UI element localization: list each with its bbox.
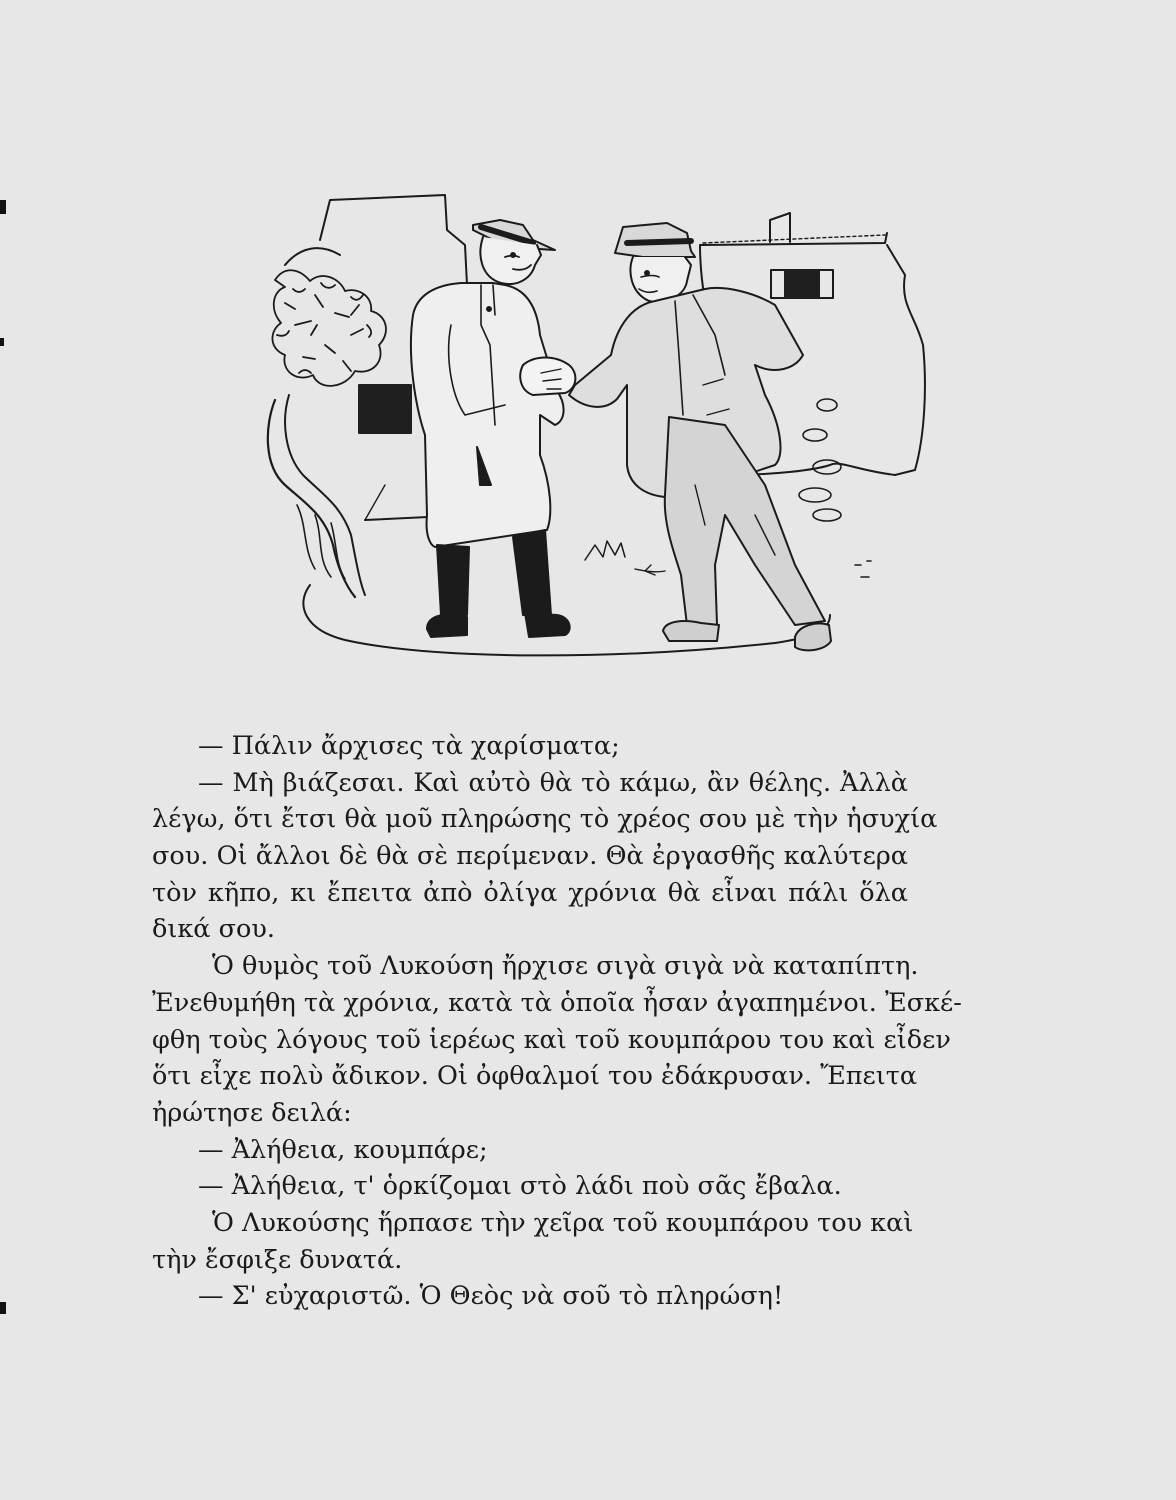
text-line: — Ἀλήθεια, τ' ὁρκίζομαι στὸ λάδι ποὺ σᾶς ἔβαλα.	[198, 1171, 842, 1202]
text-line: σου. Οἱ ἄλλοι δὲ θὰ σὲ περίμεναν. Θὰ ἐργασθῆς καλύτερα	[152, 841, 908, 872]
text-line: τὴν ἔσφιξε δυνατά.	[152, 1244, 403, 1275]
text-line: — Μὴ βιάζεσαι. Καὶ αὐτὸ θὰ τὸ κάμω, ἂν θέλης. Ἀλλὰ	[198, 767, 908, 798]
text-line: φθη τοὺς λόγους τοῦ ἱερέως καὶ τοῦ κουμπάρου του καὶ εἶδεν	[152, 1024, 951, 1055]
page-edge-mark	[0, 338, 4, 346]
page-edge-mark	[0, 1302, 6, 1314]
text-line: ὅτι εἶχε πολὺ ἄδικον. Οἱ ὀφθαλμοί του ἐδάκρυσαν. Ἔπειτα	[152, 1061, 918, 1092]
text-line: Ἐνεθυμήθη τὰ χρόνια, κατὰ τὰ ὁποῖα ἦσαν ἀγαπημένοι. Ἐσκέ-	[152, 987, 962, 1018]
page-edge-mark	[0, 200, 6, 214]
tree-trunk	[268, 400, 355, 597]
text-line: Ὁ Λυκούσης ἥρπασε τὴν χεῖρα τοῦ κουμπάρου του καὶ	[212, 1207, 914, 1238]
story-text	[152, 728, 962, 1315]
tree-foliage	[272, 270, 386, 386]
text-line: λέγω, ὅτι ἔτσι θὰ μοῦ πληρώσης τὸ χρέος σου μὲ τὴν ἡσυχία	[152, 804, 938, 835]
text-line: — Πάλιν ἄρχισες τὰ χαρίσματα;	[198, 731, 620, 761]
text-line: δικά σου.	[152, 914, 275, 945]
left-man	[411, 220, 570, 637]
house-window-left	[359, 385, 411, 433]
text-line: τὸν κῆπο, κι ἔπειτα ἀπὸ ὀλίγα χρόνια θὰ εἶναι πάλι ὅλα	[152, 877, 908, 908]
text-line: ἠρώτησε δειλά:	[152, 1097, 352, 1128]
text-line: — Ἀλήθεια, κουμπάρε;	[198, 1134, 488, 1165]
wall-stones	[799, 399, 871, 577]
text-line: — Σ' εὐχαριστῶ. Ὁ Θεὸς νὰ σοῦ τὸ πληρώση!	[198, 1281, 784, 1312]
text-line: Ὁ θυμὸς τοῦ Λυκούση ἤρχισε σιγὰ σιγὰ νὰ καταπίπτη.	[212, 951, 919, 982]
handshake-illustration	[255, 185, 935, 675]
